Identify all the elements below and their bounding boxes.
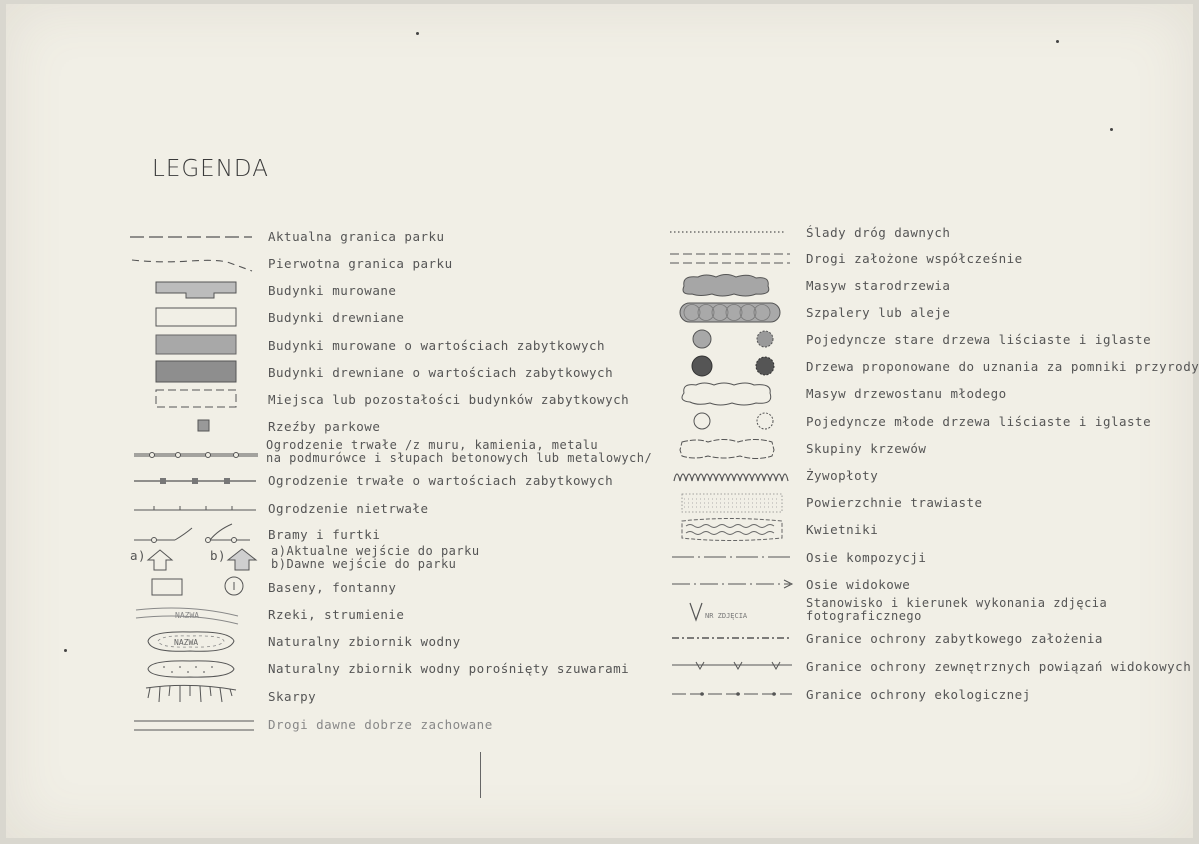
legend-label: Drogi dawne dobrze zachowane xyxy=(268,717,493,732)
legend-label: Budynki murowane o wartościach zabytkowych xyxy=(268,338,606,353)
legend-label: Skupiny krzewów xyxy=(806,441,927,456)
legend-label: Granice ochrony zewnętrznych powiązań widokowych xyxy=(806,659,1192,674)
photo-number-placeholder: NR ZDJĘCIA xyxy=(705,612,748,620)
flowerbeds-icon xyxy=(668,517,793,543)
protection-historic-icon xyxy=(668,626,793,652)
temporary-fence-icon xyxy=(130,496,260,522)
legend-label-line: b)Dawne wejście do parku xyxy=(271,557,457,571)
legend-sheet xyxy=(6,4,1199,838)
legend-label: Pojedyncze młode drzewa liściaste i iglaste xyxy=(806,414,1152,429)
legend-label: Budynki drewniane xyxy=(268,310,405,325)
young-tree-mass-icon xyxy=(668,381,793,407)
legend-label-line: fotograficznego xyxy=(806,609,922,623)
lawns-icon xyxy=(668,490,793,516)
masonry-historic-building-icon xyxy=(130,333,255,359)
masonry-building-icon xyxy=(130,278,255,304)
protection-views-icon xyxy=(668,654,793,680)
legend-label-line: Stanowisko i kierunek wykonania zdjęcia xyxy=(806,596,1108,610)
legend-label-line: Ogrodzenie trwałe /z muru, kamienia, metalu xyxy=(266,438,599,452)
young-trees-icon xyxy=(668,409,793,435)
sculpture-icon xyxy=(130,414,255,440)
legend-label: Osie kompozycji xyxy=(806,550,927,565)
pond-name-placeholder: NAZWA xyxy=(174,638,199,647)
permanent-fence-icon xyxy=(130,442,260,468)
legend-label: Ogrodzenie trwałe o wartościach zabytkowych xyxy=(268,473,614,488)
legend-label: Masyw drzewostanu młodego xyxy=(806,386,1007,401)
pond-icon xyxy=(130,629,260,655)
fold-mark xyxy=(480,752,481,798)
legend-label: Granice ochrony zabytkowego założenia xyxy=(806,631,1103,646)
protection-ecological-icon xyxy=(668,682,793,708)
legend-label: Budynki murowane xyxy=(268,283,397,298)
legend-label: Naturalny zbiornik wodny porośnięty szuwarami xyxy=(268,661,630,676)
scarp-icon xyxy=(130,684,260,710)
legend-label: Masyw starodrzewia xyxy=(806,278,951,293)
legend-label: Granice ochrony ekologicznej xyxy=(806,687,1031,702)
old-trees-icon xyxy=(668,327,793,353)
composition-axes-icon xyxy=(668,545,793,571)
dotted-line-icon xyxy=(668,220,793,246)
legend-label: Budynki drewniane o wartościach zabytkowych xyxy=(268,365,614,380)
speck xyxy=(64,649,67,652)
legend-label xyxy=(271,545,480,571)
former-entrance-arrow-icon xyxy=(226,548,266,574)
alleys-icon xyxy=(668,300,793,326)
legend-label-line: na podmurówce i słupach betonowych lub metalowych/ xyxy=(266,451,653,465)
speck xyxy=(1056,40,1059,43)
legend-label-line: a)Aktualne wejście do parku xyxy=(271,544,480,558)
legend-label: Bramy i furtki xyxy=(268,527,381,542)
legend-title: LEGENDA xyxy=(152,156,269,182)
monument-trees-icon xyxy=(668,354,793,380)
speck xyxy=(1110,128,1113,131)
legend-label: Baseny, fontanny xyxy=(268,580,397,595)
old-roads-icon xyxy=(130,712,260,738)
wooden-building-icon xyxy=(130,305,255,331)
hedges-icon xyxy=(668,463,793,489)
dashed-wavy-line-icon xyxy=(130,251,255,277)
legend-label: Drzewa proponowane do uznania za pomniki przyrody xyxy=(806,359,1199,374)
legend-label: Naturalny zbiornik wodny xyxy=(268,634,461,649)
legend-label: Rzeźby parkowe xyxy=(268,419,381,434)
entrance-tag-a: a) xyxy=(130,548,147,563)
wooden-historic-building-icon xyxy=(130,360,255,386)
river-icon xyxy=(130,602,260,628)
legend-label xyxy=(806,597,1107,623)
building-remains-icon xyxy=(130,387,255,413)
legend-label: Powierzchnie trawiaste xyxy=(806,495,983,510)
legend-label: Szpalery lub aleje xyxy=(806,305,951,320)
legend-label: Osie widokowe xyxy=(806,577,911,592)
photo-direction-icon xyxy=(668,600,793,626)
entrance-tag-b: b) xyxy=(210,548,227,563)
modern-roads-icon xyxy=(668,246,793,272)
legend-label: Miejsca lub pozostałości budynków zabytkowych xyxy=(268,392,630,407)
legend-label xyxy=(266,439,652,465)
shrubs-icon xyxy=(668,436,793,462)
pond-reeds-icon xyxy=(130,656,260,682)
legend-label: Pierwotna granica parku xyxy=(268,256,453,271)
old-tree-mass-icon xyxy=(668,273,793,299)
gates-icon xyxy=(130,522,260,548)
legend-label: Drogi założone współcześnie xyxy=(806,251,1023,266)
legend-label: Ogrodzenie nietrwałe xyxy=(268,501,429,516)
legend-label: Pojedyncze stare drzewa liściaste i iglaste xyxy=(806,332,1152,347)
dashed-line-icon xyxy=(130,224,255,250)
view-axes-icon xyxy=(668,572,798,598)
current-entrance-arrow-icon xyxy=(144,548,184,574)
legend-label: Aktualna granica parku xyxy=(268,229,445,244)
legend-label: Żywopłoty xyxy=(806,468,879,483)
legend-label: Ślady dróg dawnych xyxy=(806,225,951,240)
legend-label: Skarpy xyxy=(268,689,317,704)
historic-fence-icon xyxy=(130,468,260,494)
speck xyxy=(416,32,419,35)
river-name-placeholder: NAZWA xyxy=(175,611,200,620)
legend-label: Kwietniki xyxy=(806,522,879,537)
pools-icon xyxy=(130,575,260,601)
legend-label: Rzeki, strumienie xyxy=(268,607,405,622)
